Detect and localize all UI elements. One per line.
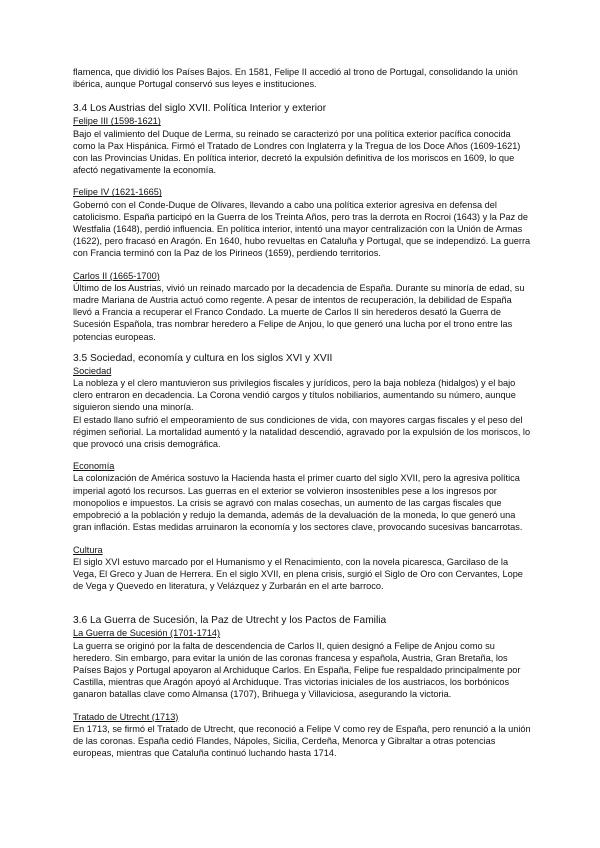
paragraph-sociedad-2: El estado llano sufrió el empeoramiento de sus condiciones de vida, con mayores cargas fiscales y el peso del régimen señorial. La mortalidad aumentó y la natalidad descendió, agravado por la expulsión de los moriscos, lo que provocó una crisis demográfica. [73, 414, 531, 450]
paragraph-cultura: El siglo XVI estuvo marcado por el Humanismo y el Renacimiento, con la novela picaresca, Garcilaso de la Vega, El Greco y Juan de Herrera. En el siglo XVII, en plena crisis, surgió el Siglo de Oro con Cervantes, Lope de Vega y Quevedo en literatura, y Velázquez y Zurbarán en el arte barroco. [73, 556, 523, 592]
paragraph-guerra-sucesion: La guerra se originó por la falta de descendencia de Carlos II, quien designó a Felipe de Anjou como su heredero. Sin embargo, para evitar la unión de las coronas francesa y española, Austria, Gran Bretaña, los Países Bajos y Portugal apoyaron al Archiduque Carlos. En España, Felipe fue respaldado principalmente por Castilla, mientras que Aragón apoyó al Archiduque. Tras victorias iniciales de los austriacos, los borbónicos ganaron batallas clave como Almansa (1707), Brihuega y Villaviciosa, asegurando la victoria. [73, 640, 521, 700]
document-page [73, 66, 533, 759]
intro-paragraph: flamenca, que dividió los Países Bajos. En 1581, Felipe II accedió al trono de Portugal, consolidando la unión ibérica, aunque Portugal conservó sus leyes e instituciones. [73, 67, 518, 90]
paragraph-felipe-iv: Gobernó con el Conde-Duque de Olivares, llevando a cabo una política exterior agresiva en defensa del catolicismo. España participó en la Guerra de los Treinta Años, pero tras la derrota en Rocroi (1643) y la Paz de Westfalia (1648), perdió influencia. En política interior, intentó una mayor centralización con la Unión de Armas (1622), pero fracasó en Aragón. En 1640, hubo revueltas en Cataluña y Portugal, que se independizó. La guerra con Francia terminó con la Paz de los Pirineos (1659), perdiendo territorios. [73, 199, 531, 259]
paragraph-sociedad-1: La nobleza y el clero mantuvieron sus privilegios fiscales y jurídicos, pero la baja nobleza (hidalgos) y el bajo clero entraron en decadencia. La Corona vendió cargos y títulos nobiliarios, aumentando su número, aunque siguieron siendo una minoría. [73, 378, 516, 413]
paragraph-tratado-utrecht: En 1713, se firmó el Tratado de Utrecht, que reconoció a Felipe V como rey de España, pero renunció a la unión de las coronas. España cedió Flandes, Nápoles, Sicilia, Cerdeña, Menorca y Gibraltar a otras potencias europeas, mientras que Cataluña continuó luchando hasta 1714. [73, 723, 531, 759]
heading-sociedad: Sociedad [73, 365, 112, 376]
heading-felipe-iv: Felipe IV (1621-1665) [73, 187, 162, 198]
paragraph-felipe-iii: Bajo el valimiento del Duque de Lerma, su reinado se caracterizó por una política exterior pacífica conocida como la Pax Hispánica. Firmó el Tratado de Londres con Inglaterra y la Tregua de los Doce Años (1609-1621) con las Provincias Unidas. En política interior, decretó la expulsión definitiva de los moriscos en 1609, lo que afectó negativamente la economía. [73, 128, 521, 176]
section-title-3-4: 3.4 Los Austrias del siglo XVII. Política Interior y exterior [73, 103, 327, 115]
heading-tratado-utrecht: Tratado de Utrecht (1713) [73, 711, 179, 722]
heading-economia: Economía [73, 461, 115, 472]
section-title-3-5: 3.5 Sociedad, economía y cultura en los siglos XVI y XVII [73, 352, 333, 364]
section-title-3-6: 3.6 La Guerra de Sucesión, la Paz de Utrecht y los Pactos de Familia [73, 615, 387, 627]
paragraph-carlos-ii: Último de los Austrias, vivió un reinado marcado por la decadencia de España. Durante su minoría de edad, su madre Mariana de Austria actuó como regente. A pesar de intentos de recuperación, la debilidad de España llevó a Francia a recuperar el Franco Condado. La muerte de Carlos II sin herederos desató la Guerra de Sucesión Española, tras nombrar heredero a Felipe de Anjou, lo que generó una lucha por el trono entre las potencias europeas. [73, 282, 525, 342]
paragraph-economia: La colonización de América sostuvo la Hacienda hasta el primer cuarto del siglo XVII, pero la agresiva política imperial agotó los recursos. Las guerras en el exterior se volvieron insostenibles pese a los ingresos por monopolios e impuestos. La crisis se agravó con malas cosechas, un aumento de las cargas fiscales que empobreció a la población y redujo la demanda, además de la devaluación de la moneda, lo que generó una gran inflación. Estas medidas arruinaron la economía y los sectores clave, provocando sucesivas bancarrotas. [73, 473, 523, 533]
heading-felipe-iii: Felipe III (1598-1621) [73, 116, 161, 127]
heading-cultura: Cultura [73, 544, 103, 555]
heading-guerra-sucesion: La Guerra de Sucesión (1701-1714) [73, 628, 221, 639]
heading-carlos-ii: Carlos II (1665-1700) [73, 270, 160, 281]
